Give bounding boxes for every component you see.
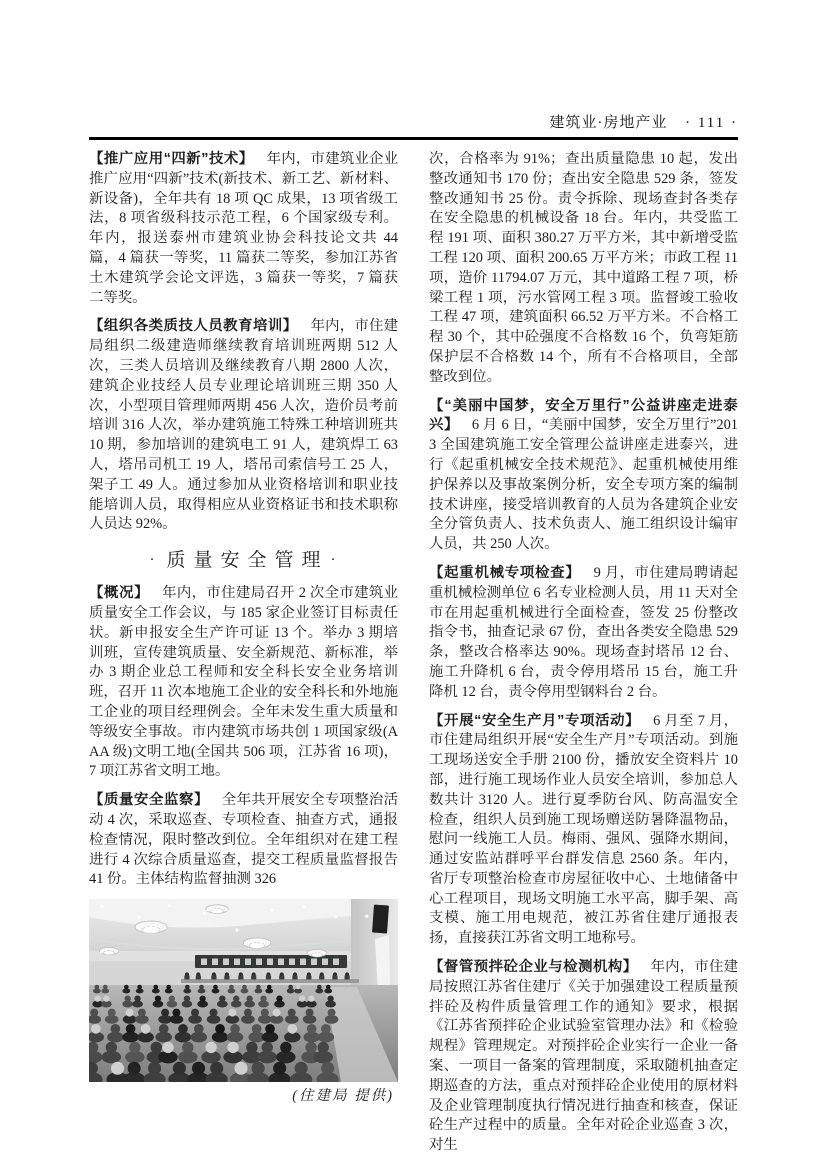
article-crane-inspection — [429, 564, 738, 703]
article-heading: 【督管预拌砼企业与检测机构】 — [429, 959, 638, 976]
page-header — [89, 111, 738, 132]
header-rubric: 建筑业·房地产业 — [549, 115, 668, 131]
article-body: 年内，市住建局召开 2 次全市建筑业质量安全工作会议，与 185 家企业签订目标责任状。新申报安全生产许可证 13 个。举办 3 期培训班，宣传建筑质量、安全新规范、新标准，举办 3 期企业总工程师和安全科长安全业务培训班，召开 11 次本地施工企业的安全科长和外地施工企业的项目经理例会。全年未发生重大质量和等级安全事故。市内建筑市场共创 1 项国家级(AAA 级)文明工地(全国共 506 项，江苏省 16 项)，7 项江苏省文明工地。 — [89, 585, 398, 780]
conference-photo — [89, 899, 398, 1082]
article-overview — [89, 584, 398, 782]
section-title-text: 质量安全管理 — [166, 550, 329, 572]
article-body: 9 月，市住建局聘请起重机械检测单位 6 名专业检测人员，用 11 天对全市在用起重机械进行全面检查，签发 25 份整改指令书，抽查记录 67 份，查出各类安全隐患 529 条，整改合格率达 90%。现场查封塔吊 12 台、施工升降机 6 台，责令停用塔吊 15 台，施工升降机 12 台，责令停用型钢料台 2 台。 — [429, 564, 738, 700]
photo-speaker-top — [372, 905, 389, 934]
header-rule — [89, 137, 738, 140]
article-heading: 【质量安全监察】 — [89, 792, 209, 809]
article-heading: 【开展“安全生产月”专项活动】 — [429, 712, 641, 729]
article-body: 6 月 6 日，“美丽中国梦，安全万里行”2013 全国建筑施工安全管理公益讲座走进泰兴，进行《起重机械安全技术规范》、起重机械使用维护保养以及事故案例分析，安全专项方案的编制技术讲座，接受培训教育的人员为各建筑企业安全分管负责人、技术负责人、施工组织设计编审人员，共 250 人次。 — [429, 417, 738, 553]
article-sixin-tech — [89, 150, 398, 308]
article-heading: 【概况】 — [89, 585, 150, 602]
section-title-quality-safety — [89, 545, 398, 572]
left-column — [89, 150, 398, 1165]
photo-banner — [195, 955, 347, 968]
article-body: 全年共开展安全专项整治活动 4 次，采取巡查、专项检查、抽查方式，通报检查情况，限时整改到位。全年组织对在建工程进行 4 次综合质量巡查，提交工程质量监督报告 41 份。主体结构监督抽测 326 — [89, 792, 398, 888]
article-heading: 【组织各类质技人员教育培训】 — [89, 318, 298, 335]
section-title-left-dot: · — [149, 552, 157, 569]
header-page-number: · 111 · — [685, 115, 738, 131]
photo-caption: (住建局 提供) — [292, 1088, 394, 1105]
article-quality-safety-inspection — [89, 791, 398, 890]
page-content — [89, 150, 738, 1165]
article-body: 年内，市住建局组织二级建造师继续教育培训班两期 512 人次，三类人员培训及继续教育八期 2800 人次，建筑企业技经人员专业理论培训班三期 350 人次，小型项目管理师两期 456 人次，造价员考前培训 316 人次，举办建筑施工特殊工种培训班共 10 期，参加培训的建筑电工 91 人，建筑焊工 63 人，塔吊司机工 19 人，塔吊司索信号工 25 人，架子工 49 人。通过参加从业资格培训和职业技能培训人员，取得相应从业资格证书和技术职称人员达 92%。 — [89, 318, 398, 533]
article-heading: 【推广应用“四新”技术】 — [89, 151, 254, 167]
section-title-right-dot: · — [330, 552, 338, 569]
article-concrete-supervision — [429, 958, 738, 1156]
article-heading: 【“美丽中国梦，安全万里行”公益讲座走进泰兴】 — [429, 397, 738, 434]
article-body: 次，合格率为 91%；查出质量隐患 10 起，发出整改通知书 170 份；查出安全隐患 529 条，签发整改通知书 25 份。责令拆除、现场查封各类存在安全隐患的机械设备 18 台。年内，共受监工程 191 项、面积 380.27 万平方米，其中新增受监工程 120 项、面积 200.65 万平方米；市政工程 11 项，造价 11794.07 万元，其中道路工程 7 项，桥梁工程 1 项，污水管网工程 3 项。监督竣工验收工程 47 项，建筑面积 66.52 万平方米。不合格工程 30 个，其中砼强度不合格数 16 个，负弯矩筋保护层不合格数 14 个，所有不合格项目，全部整改到位。 — [429, 151, 738, 385]
article-education-training — [89, 317, 398, 535]
article-body: 年内，市住建局按照江苏省住建厅《关于加强建设工程质量预拌砼及构件质量管理工作的通知》要求，根据《江苏省预拌砼企业试验室管理办法》和《检验规程》管理规定。对预拌砼企业实行一企业一备案、一项目一备案的管理制度，采取随机抽查定期巡查的方法，重点对预拌砼企业使用的原材料及企业管理制度执行情况进行抽查和核查，保证砼生产过程中的质量。全年对砼企业巡查 3 次，对生 — [429, 959, 738, 1154]
article-heading: 【起重机械专项检查】 — [429, 564, 581, 581]
article-body: 6 月至 7 月，市住建局组织开展“安全生产月”专项活动。到施工现场送安全手册 2100 份，播放安全资料片 10 部，进行施工现场作业人员安全培训，参加总人数共计 3120 人。进行夏季防台风、防高温安全检查，组织人员到施工现场赠送防暑降温物品，慰问一线施工人员。梅雨、强风、强降水期间，通过安监站群呼平台群发信息 2560 条。年内，省厅专项整治检查市房屋征收中心、土地储备中心工程项目，现场文明施工水平高，脚手架、高支模、施工用电规范，被江苏省住建厅通报表扬，直接获江苏省文明工地称号。 — [429, 712, 738, 947]
right-column — [429, 150, 738, 1165]
article-inspection-continued — [429, 150, 738, 388]
article-body: 年内，市建筑业企业推广应用“四新”技术(新技术、新工艺、新材料、新设备)，全年共有 18 项 QC 成果，13 项省级工法，8 项省级科技示范工程，6 个国家级专利。年内，报送泰州市建筑业协会科技论文共 44 篇，4 篇获一等奖，11 篇获二等奖，参加江苏省土木建筑学会论文评选，3 篇获一等奖，7 篇获二等奖。 — [89, 151, 398, 306]
article-public-lecture — [429, 397, 738, 555]
article-safety-month — [429, 712, 738, 950]
